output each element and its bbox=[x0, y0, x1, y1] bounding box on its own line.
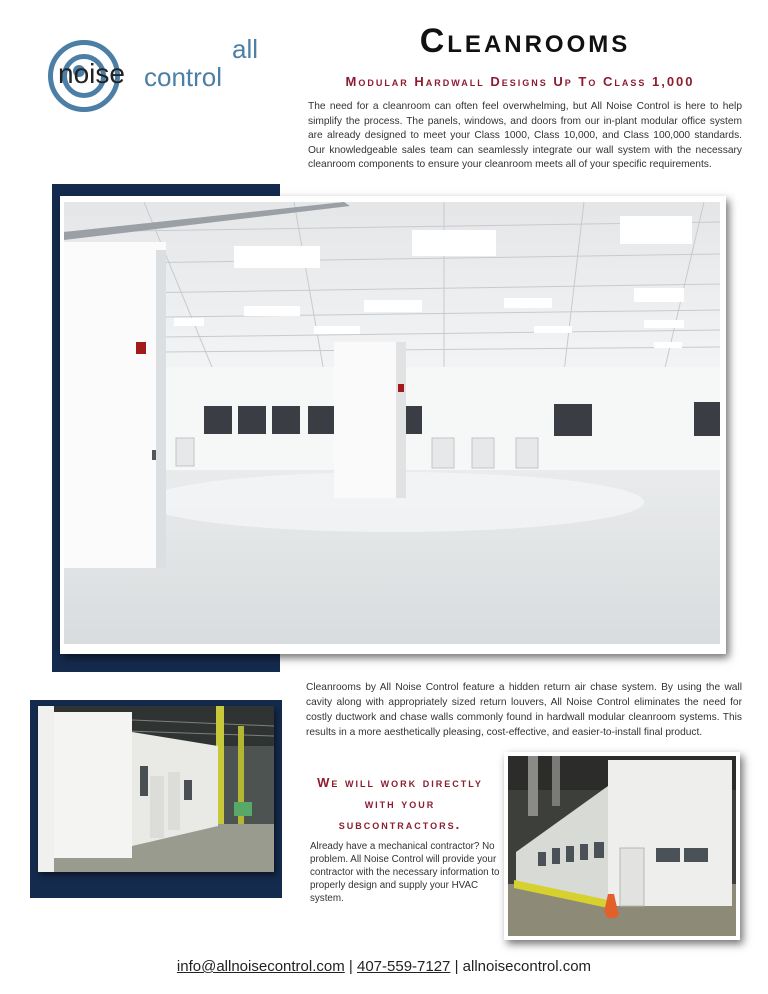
footer-contact bbox=[0, 958, 768, 975]
callout-line-3: subcontractors. bbox=[338, 817, 462, 832]
page-subtitle: Modular Hardwall Designs Up To Class 1,000 bbox=[345, 74, 695, 89]
logo-word-noise: noise bbox=[58, 58, 125, 89]
website-text: allnoisecontrol.com bbox=[462, 958, 592, 975]
logo-word-all: all bbox=[232, 34, 259, 64]
company-logo bbox=[44, 36, 274, 116]
callout-line-2: with your bbox=[364, 796, 436, 811]
return-air-paragraph: Cleanrooms by All Noise Control feature a hidden return air chase system. By using the wall cavity along with appropriately sized return louvers, All Noise Control eliminates the need for costly ductwork and chase walls commonly found in hardwall modular cleanroom systems. This results in a more aesthetically pleasing, cost-effective, and easier-to-install final product. bbox=[306, 682, 742, 738]
phone-link[interactable]: 407-559-7127 bbox=[356, 958, 451, 975]
callout-heading bbox=[300, 772, 500, 835]
logo-word-control: control bbox=[144, 62, 223, 92]
footer-separator-2: | bbox=[454, 958, 459, 975]
modular-cleanroom-photo bbox=[508, 756, 736, 936]
main-cleanroom-photo bbox=[64, 202, 720, 644]
footer-separator-1: | bbox=[348, 958, 353, 975]
mechanical-contractor-paragraph: Already have a mechanical contractor? No problem. All Noise Control will provide your contractor with the necessary information to properly design and supply your HVAC system. bbox=[310, 841, 500, 904]
email-link[interactable]: info@allnoisecontrol.com bbox=[176, 958, 345, 975]
warehouse-cleanroom-photo bbox=[38, 706, 274, 872]
callout-line-1: We will work directly bbox=[317, 775, 483, 790]
intro-paragraph: The need for a cleanroom can often feel overwhelming, but All Noise Control is here to help simplify the process. The panels, windows, and doors from our in-plant modular office system are already designed to meet your Class 1000, Class 10,000, and Class 100,000 standards. Our knowledgeable sales team can seamlessly integrate our wall system with the necessary cleanroom components to ensure your cleanroom meets all of your specific requirements. bbox=[308, 101, 742, 171]
page-title: Cleanrooms bbox=[419, 22, 631, 60]
